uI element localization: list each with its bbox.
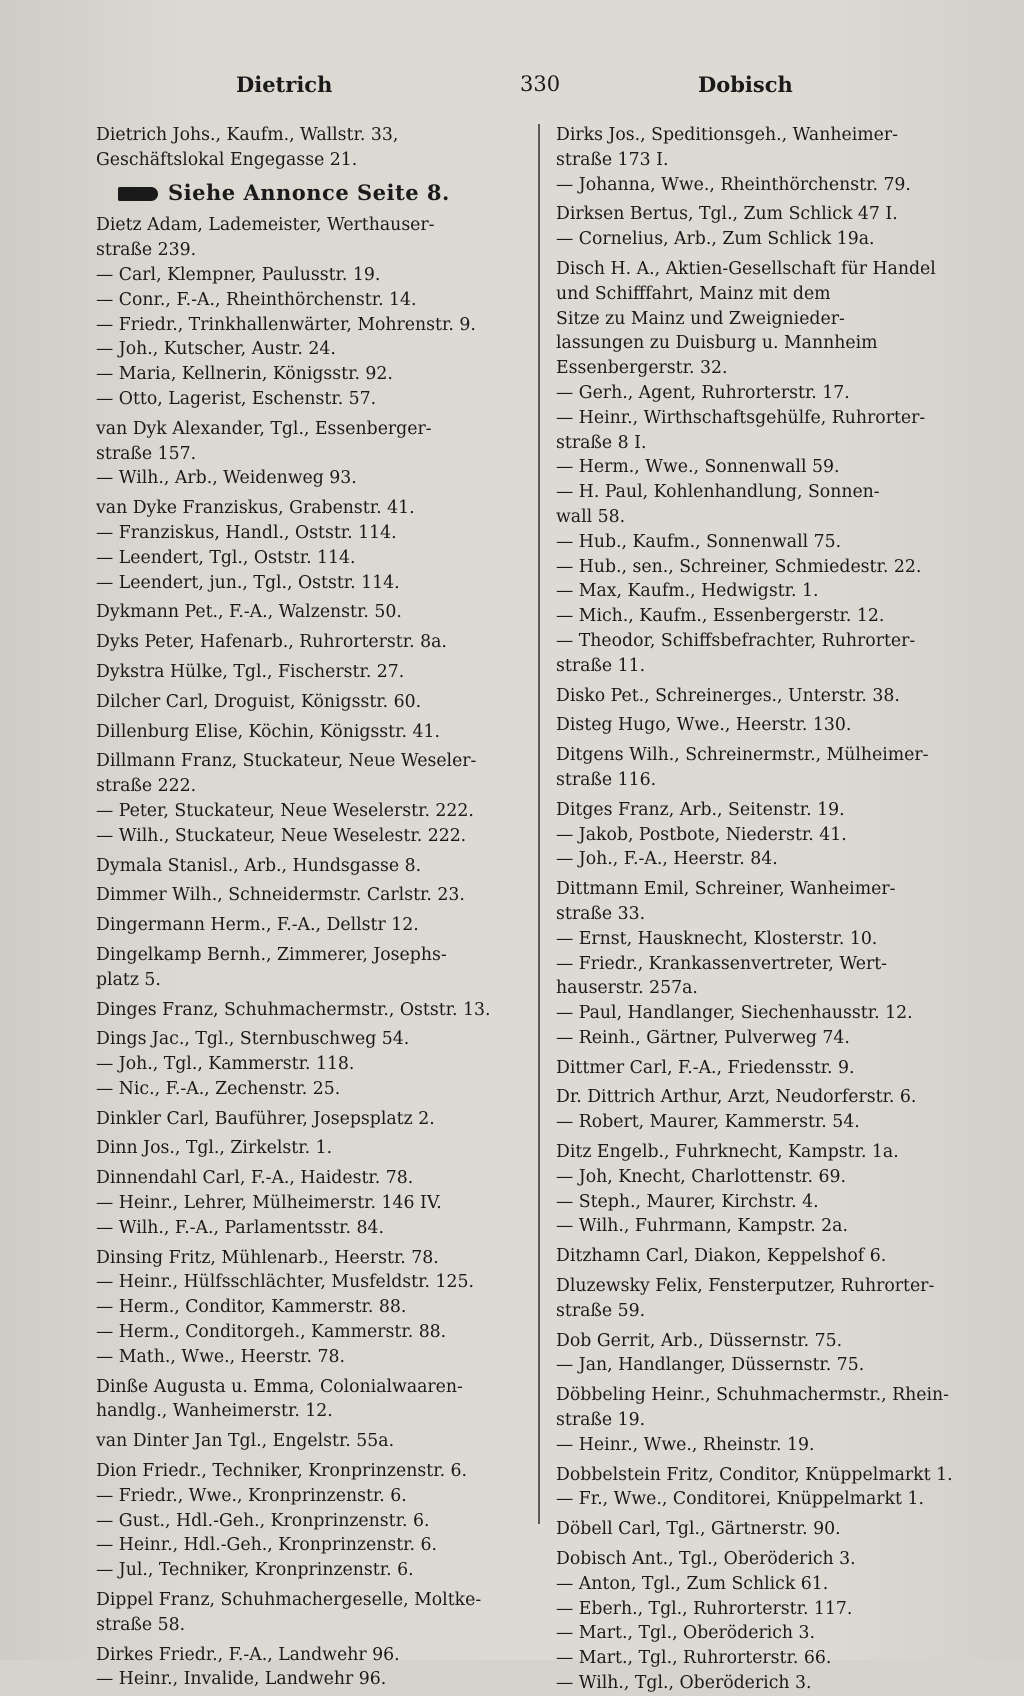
entry-line: — Peter, Stuckateur, Neue Weselerstr. 222. [96, 800, 474, 821]
directory-entry [96, 1588, 522, 1638]
directory-entry [96, 824, 522, 849]
entry-line: straße 116. [556, 769, 657, 790]
directory-entry [556, 1621, 990, 1646]
directory-entry [556, 743, 990, 793]
entry-line: — Heinr., Hdl.-Geh., Kronprinzenstr. 6. [96, 1535, 437, 1556]
directory-entry [556, 629, 990, 679]
directory-entry [96, 123, 522, 173]
entry-line: straße 157. [96, 443, 197, 464]
directory-entry [556, 1110, 990, 1135]
entry-line: Dymala Stanisl., Arb., Hundsgasse 8. [96, 855, 422, 876]
directory-entry [556, 257, 990, 381]
entry-line: straße 222. [96, 776, 197, 797]
directory-entry [96, 1558, 522, 1583]
entry-line: — Hub., Kaufm., Sonnenwall 75. [556, 531, 842, 552]
entry-line: Dr. Dittrich Arthur, Arzt, Neudorferstr. 6. [556, 1087, 917, 1108]
directory-entry [556, 123, 990, 173]
entry-line: und Schifffahrt, Mainz mit dem [556, 283, 831, 304]
entry-line: — Heinr., Lehrer, Mülheimerstr. 146 IV. [96, 1193, 442, 1214]
directory-entry [96, 1052, 522, 1077]
directory-entry [556, 713, 990, 738]
entry-line: straße 239. [96, 240, 197, 261]
directory-entry [556, 1214, 990, 1239]
entry-line: Dinße Augusta u. Emma, Colonialwaaren- [96, 1376, 463, 1397]
directory-entry [96, 1077, 522, 1102]
directory-entry [96, 1216, 522, 1241]
directory-entry [96, 1643, 522, 1668]
entry-line: Disko Pet., Schreinerges., Unterstr. 38. [556, 685, 900, 706]
entry-line: — Heinr., Wwe., Rheinstr. 19. [556, 1434, 815, 1455]
entry-line: Döbell Carl, Tgl., Gärtnerstr. 90. [556, 1519, 841, 1540]
directory-entry [96, 337, 522, 362]
entry-line: — Carl, Klempner, Paulusstr. 19. [96, 264, 381, 285]
directory-entry [556, 406, 990, 456]
entry-line: — Conr., F.-A., Rheinthörchenstr. 14. [96, 289, 417, 310]
directory-entry [96, 883, 522, 908]
entry-line: — Wilh., F.-A., Parlamentsstr. 84. [96, 1217, 384, 1238]
directory-entry [96, 213, 522, 263]
directory-entry [556, 202, 990, 227]
directory-entry [96, 1320, 522, 1345]
entry-line: — Jan, Handlanger, Düssernstr. 75. [556, 1355, 865, 1376]
entry-line: — Joh., Kutscher, Austr. 24. [96, 339, 336, 360]
entry-line: — Cornelius, Arb., Zum Schlick 19a. [556, 229, 875, 250]
directory-entry [556, 1597, 990, 1622]
directory-entry [556, 823, 990, 848]
directory-entry [96, 690, 522, 715]
entry-line: Dluzewsky Felix, Fensterputzer, Ruhrorter- [556, 1276, 935, 1297]
directory-entry [556, 1026, 990, 1051]
entry-line: — Mart., Tgl., Oberöderich 3. [556, 1623, 816, 1644]
entry-line: straße 173 I. [556, 149, 669, 170]
entry-line: straße 33. [556, 903, 646, 924]
directory-entry [556, 1001, 990, 1026]
directory-entry [556, 227, 990, 252]
entry-line: van Dyk Alexander, Tgl., Essenberger- [96, 418, 432, 439]
directory-entry [96, 630, 522, 655]
entry-line: — Fr., Wwe., Conditorei, Knüppelmarkt 1. [556, 1489, 924, 1510]
directory-entry [96, 546, 522, 571]
directory-entry [556, 1383, 990, 1433]
pointing-hand-icon [118, 187, 158, 201]
entry-line: Dittmann Emil, Schreiner, Wanheimer- [556, 879, 896, 900]
entry-line: — Heinr., Invalide, Landwehr 96. [96, 1669, 387, 1690]
entry-line: Ditz Engelb., Fuhrknecht, Kampstr. 1a. [556, 1142, 899, 1163]
entry-line: handlg., Wanheimerstr. 12. [96, 1401, 333, 1422]
directory-entry [96, 466, 522, 491]
notice-text: Siehe Annonce Seite 8. [168, 179, 450, 205]
entry-line: Dion Friedr., Techniker, Kronprinzenstr. 6. [96, 1461, 468, 1482]
entry-line: Dingermann Herm., F.-A., Dellstr 12. [96, 915, 419, 936]
entry-line: — Johanna, Wwe., Rheinthörchenstr. 79. [556, 174, 911, 195]
entry-line: — Hub., sen., Schreiner, Schmiedestr. 22. [556, 556, 922, 577]
directory-entry [556, 1274, 990, 1324]
directory-entry [556, 952, 990, 1002]
entry-line: Dykstra Hülke, Tgl., Fischerstr. 27. [96, 661, 405, 682]
directory-entry [556, 381, 990, 406]
entry-line: — Mart., Tgl., Ruhrorterstr. 66. [556, 1648, 832, 1669]
directory-entry [556, 530, 990, 555]
directory-entry [556, 1085, 990, 1110]
entry-line: — Eberh., Tgl., Ruhrorterstr. 117. [556, 1598, 853, 1619]
entry-line: Dingelkamp Bernh., Zimmerer, Josephs- [96, 944, 447, 965]
directory-entry [556, 1190, 990, 1215]
directory-entry [556, 173, 990, 198]
entry-line: — Maria, Kellnerin, Königsstr. 92. [96, 364, 393, 385]
entry-line: Dilcher Carl, Droguist, Königsstr. 60. [96, 691, 422, 712]
entry-line: Ditges Franz, Arb., Seitenstr. 19. [556, 799, 845, 820]
directory-entry [96, 1027, 522, 1052]
entry-line: van Dyke Franziskus, Grabenstr. 41. [96, 498, 415, 519]
entry-line: — Anton, Tgl., Zum Schlick 61. [556, 1573, 829, 1594]
entry-line: Dillmann Franz, Stuckateur, Neue Weseler- [96, 751, 477, 772]
directory-entry [556, 455, 990, 480]
entry-line: Ditgens Wilh., Schreinermstr., Mülheimer- [556, 745, 929, 766]
entry-line: platz 5. [96, 969, 161, 990]
left-column [96, 118, 522, 1692]
entry-line: Dittmer Carl, F.-A., Friedensstr. 9. [556, 1057, 855, 1078]
directory-entry [96, 263, 522, 288]
entry-line: — Heinr., Hülfsschlächter, Musfeldstr. 125. [96, 1272, 474, 1293]
directory-entry [556, 1487, 990, 1512]
directory-entry [96, 362, 522, 387]
directory-entry [556, 604, 990, 629]
entry-line: — Joh., F.-A., Heerstr. 84. [556, 849, 778, 870]
directory-entry [96, 496, 522, 521]
entry-line: — Friedr., Wwe., Kronprinzenstr. 6. [96, 1485, 407, 1506]
entry-line: Dinnendahl Carl, F.-A., Haidestr. 78. [96, 1168, 414, 1189]
directory-entry [96, 1136, 522, 1161]
directory-entry [556, 927, 990, 952]
entry-line: — Franziskus, Handl., Oststr. 114. [96, 522, 397, 543]
directory-entry [556, 1517, 990, 1542]
directory-entry [556, 555, 990, 580]
entry-line: Sitze zu Mainz und Zweignieder- [556, 308, 845, 329]
entry-line: Disteg Hugo, Wwe., Heerstr. 130. [556, 715, 852, 736]
directory-entry [556, 480, 990, 530]
directory-entry [556, 684, 990, 709]
entry-line: — Jakob, Postbote, Niederstr. 41. [556, 824, 847, 845]
entry-line: — Herm., Conditorgeh., Kammerstr. 88. [96, 1322, 447, 1343]
entry-line: — Math., Wwe., Heerstr. 78. [96, 1346, 346, 1367]
entry-line: — Gust., Hdl.-Geh., Kronprinzenstr. 6. [96, 1510, 430, 1531]
right-column [556, 118, 990, 1696]
directory-entry [556, 1244, 990, 1269]
entry-line: Dob Gerrit, Arb., Düssernstr. 75. [556, 1330, 843, 1351]
entry-line: — Joh., Tgl., Kammerstr. 118. [96, 1054, 355, 1075]
directory-entry [96, 571, 522, 596]
directory-entry [96, 1246, 522, 1271]
directory-entry [96, 1509, 522, 1534]
directory-entry [96, 998, 522, 1023]
entry-line: — Wilh., Tgl., Oberöderich 3. [556, 1673, 812, 1694]
directory-entry [96, 1429, 522, 1454]
page-header [96, 72, 988, 108]
entry-line: — Jul., Techniker, Kronprinzenstr. 6. [96, 1560, 414, 1581]
directory-entry [556, 579, 990, 604]
entry-line: — Mich., Kaufm., Essenbergerstr. 12. [556, 606, 885, 627]
directory-entry [96, 521, 522, 546]
directory-entry [556, 1353, 990, 1378]
directory-entry [96, 943, 522, 993]
directory-entry [96, 417, 522, 467]
header-right-keyword: Dobisch [698, 72, 793, 97]
entry-line: — Wilh., Fuhrmann, Kampstr. 2a. [556, 1216, 848, 1237]
directory-entry [556, 1572, 990, 1597]
entry-line: straße 19. [556, 1410, 646, 1431]
directory-entry [96, 1375, 522, 1425]
entry-line: van Dinter Jan Tgl., Engelstr. 55a. [96, 1431, 395, 1452]
entry-line: Dings Jac., Tgl., Sternbuschweg 54. [96, 1029, 410, 1050]
directory-entry [556, 1433, 990, 1458]
column-divider [538, 124, 540, 1524]
entry-line: straße 59. [556, 1300, 646, 1321]
directory-entry [96, 1270, 522, 1295]
entry-line: — Wilh., Stuckateur, Neue Weselestr. 222. [96, 825, 467, 846]
directory-entry [96, 749, 522, 799]
entry-line: Essenbergerstr. 32. [556, 358, 728, 379]
directory-entry [96, 720, 522, 745]
directory-entry [96, 1484, 522, 1509]
directory-entry [96, 660, 522, 685]
entry-line: Dobisch Ant., Tgl., Oberöderich 3. [556, 1549, 856, 1570]
directory-entry [96, 313, 522, 338]
entry-line: Dinsing Fritz, Mühlenarb., Heerstr. 78. [96, 1247, 439, 1268]
directory-entry [556, 1646, 990, 1671]
directory-entry [556, 798, 990, 823]
directory-entry [556, 877, 990, 927]
entry-line: Dietrich Johs., Kaufm., Wallstr. 33, [96, 125, 399, 145]
directory-entry [96, 799, 522, 824]
entry-line: — Herm., Wwe., Sonnenwall 59. [556, 457, 840, 478]
directory-entry [556, 1329, 990, 1354]
entry-line: straße 58. [96, 1614, 186, 1635]
entry-line: — Steph., Maurer, Kirchstr. 4. [556, 1191, 819, 1212]
entry-line: Ditzhamn Carl, Diakon, Keppelshof 6. [556, 1246, 887, 1267]
entry-line: — Leendert, Tgl., Oststr. 114. [96, 547, 356, 568]
entry-line: straße 8 I. [556, 432, 647, 453]
directory-entry [96, 854, 522, 879]
entry-line: Dietz Adam, Lademeister, Werthauser- [96, 215, 435, 236]
entry-line: Dirks Jos., Speditionsgeh., Wanheimer- [556, 125, 898, 145]
directory-entry [556, 1463, 990, 1488]
entry-line: — Max, Kaufm., Hedwigstr. 1. [556, 581, 819, 602]
entry-line: — Ernst, Hausknecht, Klosterstr. 10. [556, 928, 878, 949]
entry-line: — Joh, Knecht, Charlottenstr. 69. [556, 1166, 846, 1187]
entry-line: — Reinh., Gärtner, Pulverweg 74. [556, 1027, 850, 1048]
directory-entry [96, 1345, 522, 1370]
entry-line: Geschäftslokal Engegasse 21. [96, 149, 358, 170]
entry-line: Dykmann Pet., F.-A., Walzenstr. 50. [96, 602, 402, 623]
entry-line: lassungen zu Duisburg u. Mannheim [556, 333, 878, 354]
directory-entry [96, 1533, 522, 1558]
entry-line: Dyks Peter, Hafenarb., Ruhrorterstr. 8a. [96, 632, 447, 653]
directory-entry [556, 1140, 990, 1165]
entry-line: — Otto, Lagerist, Eschenstr. 57. [96, 388, 377, 409]
directory-entry [96, 913, 522, 938]
directory-entry [96, 1667, 522, 1692]
entry-line: Döbbeling Heinr., Schuhmachermstr., Rhein- [556, 1385, 949, 1406]
entry-line: — Leendert, jun., Tgl., Oststr. 114. [96, 572, 400, 593]
directory-entry [556, 1056, 990, 1081]
entry-line: Dinges Franz, Schuhmachermstr., Oststr. 13. [96, 999, 491, 1020]
entry-line: — Heinr., Wirthschaftsgehülfe, Ruhrorter- [556, 407, 926, 428]
directory-entry [556, 847, 990, 872]
entry-line: Dirkes Friedr., F.-A., Landwehr 96. [96, 1644, 400, 1665]
entry-line: Dippel Franz, Schuhmachergeselle, Moltke- [96, 1590, 482, 1611]
entry-line: — Nic., F.-A., Zechenstr. 25. [96, 1078, 341, 1099]
directory-entry [96, 387, 522, 412]
entry-line: straße 11. [556, 655, 646, 676]
entry-line: — H. Paul, Kohlenhandlung, Sonnen- [556, 482, 880, 503]
entry-line: — Friedr., Trinkhallenwärter, Mohrenstr. 9. [96, 314, 476, 335]
directory-entry [556, 1165, 990, 1190]
entry-line: hauserstr. 257a. [556, 978, 698, 999]
entry-line: — Friedr., Krankassenvertreter, Wert- [556, 953, 887, 974]
directory-entry [556, 1671, 990, 1696]
directory-entry [96, 288, 522, 313]
directory-entry [556, 1547, 990, 1572]
entry-line: Dinkler Carl, Bauführer, Josepsplatz 2. [96, 1108, 435, 1129]
entry-line: — Gerh., Agent, Ruhrorterstr. 17. [556, 382, 850, 403]
entry-line: — Theodor, Schiffsbefrachter, Ruhrorter- [556, 630, 916, 651]
annonce-notice [96, 181, 522, 206]
entry-line: — Herm., Conditor, Kammerstr. 88. [96, 1297, 407, 1318]
header-left-keyword: Dietrich [236, 72, 333, 97]
entry-line: Disch H. A., Aktien-Gesellschaft für Handel [556, 258, 936, 279]
entry-line: — Paul, Handlanger, Siechenhausstr. 12. [556, 1003, 913, 1024]
entry-line: — Wilh., Arb., Weidenweg 93. [96, 468, 357, 489]
directory-entry [96, 1459, 522, 1484]
directory-entry [96, 1295, 522, 1320]
entry-line: wall 58. [556, 506, 626, 527]
directory-entry [96, 600, 522, 625]
directory-entry [96, 1191, 522, 1216]
entry-line: Dirksen Bertus, Tgl., Zum Schlick 47 I. [556, 204, 898, 225]
directory-entry [96, 1107, 522, 1132]
page-number: 330 [520, 72, 561, 96]
entry-line: Dobbelstein Fritz, Conditor, Knüppelmarkt 1. [556, 1464, 953, 1485]
entry-line: Dillenburg Elise, Köchin, Königsstr. 41. [96, 721, 440, 742]
entry-line: Dinn Jos., Tgl., Zirkelstr. 1. [96, 1138, 333, 1159]
entry-line: Dimmer Wilh., Schneidermstr. Carlstr. 23. [96, 885, 465, 906]
entry-line: — Robert, Maurer, Kammerstr. 54. [556, 1112, 860, 1133]
directory-entry [96, 1166, 522, 1191]
